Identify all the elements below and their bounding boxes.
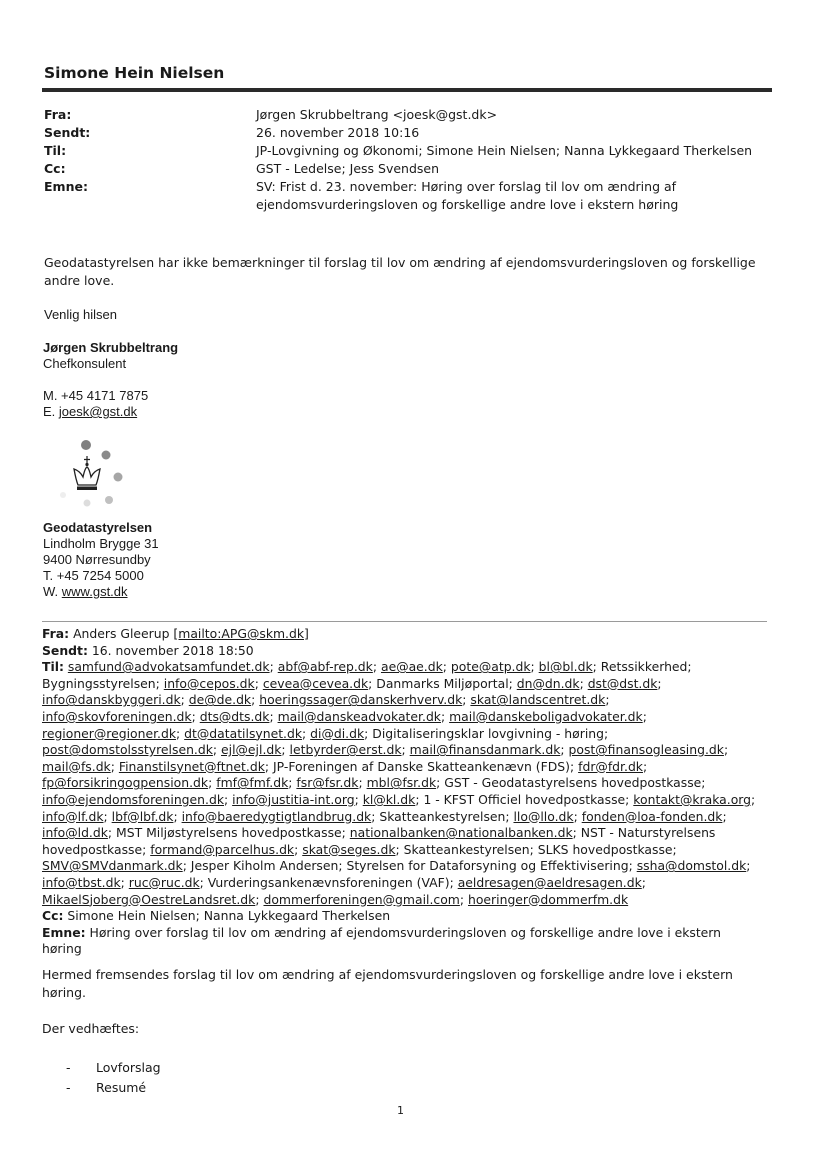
recipient-text: ;	[251, 692, 260, 708]
recipient-email-link[interactable]: fdr@fdr.dk	[578, 758, 643, 774]
recipient-email-link[interactable]: MikaelSjoberg@OestreLandsret.dk	[42, 891, 256, 907]
recipient-email-link[interactable]: cevea@cevea.dk	[262, 675, 369, 691]
forward-to-row	[42, 659, 764, 908]
recipient-email-link[interactable]: kl@kl.dk	[362, 791, 416, 807]
recipient-text: ;	[191, 708, 200, 724]
recipient-text: ;	[103, 808, 112, 824]
recipient-email-link[interactable]: pote@atp.dk	[450, 659, 531, 675]
recipient-text: ;	[180, 692, 189, 708]
recipient-email-link[interactable]: mbl@fsr.dk	[366, 775, 437, 791]
recipient-text: ;	[642, 708, 647, 724]
recipient-text: ; MST Miljøstyrelsens hovedpostkasse;	[107, 825, 350, 841]
organization-block	[43, 520, 159, 600]
org-name: Geodatastyrelsen	[43, 520, 153, 535]
forward-recipient-list	[42, 659, 755, 906]
forward-sent-row	[42, 643, 764, 660]
recipient-email-link[interactable]: regioner@regioner.dk	[42, 725, 177, 741]
recipient-email-link[interactable]: info@ld.dk	[42, 825, 108, 841]
forward-subject-value: Høring over forslag til lov om ændring af ejendomsvurderingsloven og forskellige andre love i ekstern høring	[42, 924, 722, 957]
recipient-text: ; GST - Geodatastyrelsens hovedpostkasse;	[436, 775, 706, 791]
recipient-text: ;	[281, 742, 290, 758]
recipient-text: ;	[579, 675, 588, 691]
recipient-email-link[interactable]: samfund@advokatsamfundet.dk	[67, 659, 270, 675]
recipient-email-link[interactable]: skat@seges.dk	[302, 841, 396, 857]
recipient-text: ;	[173, 808, 182, 824]
recipient-email-link[interactable]: info@danskbyggeri.dk	[42, 692, 181, 708]
subject-value	[256, 178, 776, 214]
forwarded-body: Hermed fremsendes forslag til lov om ændring af ejendomsvurderingsloven og forskellige andre love i ekstern høring.	[42, 967, 733, 1000]
recipient-email-link[interactable]: hoeringssager@danskerhverv.dk	[259, 692, 463, 708]
recipient-email-link[interactable]: fmf@fmf.dk	[216, 775, 289, 791]
recipient-text: ; Retssikkerhed; Bygningsstyrelsen;	[42, 659, 692, 691]
cc-value: GST - Ledelse; Jess Svendsen	[256, 161, 440, 176]
recipient-email-link[interactable]: skat@landscentret.dk	[470, 692, 606, 708]
sent-label: Sendt:	[44, 125, 91, 140]
org-web-line	[43, 584, 159, 600]
signature-name: Jørgen Skrubbeltrang	[43, 340, 179, 355]
recipient-text: ;	[440, 708, 450, 724]
recipient-email-link[interactable]: ae@ae.dk	[380, 659, 443, 675]
recipient-text: ;	[212, 742, 222, 758]
mailbox-owner-name: Simone Hein Nielsen	[44, 64, 225, 82]
recipient-text: ;	[442, 659, 451, 675]
recipient-email-link[interactable]: aeldresagen@aeldresagen.dk	[457, 874, 642, 890]
recipient-text: ; NST - Naturstyrelsens hovedpostkasse;	[42, 825, 716, 857]
recipient-text: ; Vurderingsankenævnsforeningen (VAF);	[199, 874, 458, 890]
recipient-email-link[interactable]: lbf@lbf.dk	[111, 808, 174, 824]
recipient-email-link[interactable]: post@domstolsstyrelsen.dk	[42, 742, 213, 758]
org-city: 9400 Nørresundby	[43, 552, 151, 567]
recipient-text: ;	[641, 874, 646, 890]
recipient-email-link[interactable]: info@skovforeningen.dk	[42, 708, 192, 724]
recipient-text: ;	[254, 675, 263, 691]
recipient-email-link[interactable]: hoeringer@dommerfm.dk	[468, 891, 629, 907]
recipient-text: ;	[288, 775, 297, 791]
forward-sent-value: 16. november 2018 18:50	[91, 642, 254, 658]
list-item	[66, 1058, 161, 1078]
signature-email-link[interactable]: joesk@gst.dk	[58, 404, 138, 419]
org-web-link[interactable]: www.gst.dk	[61, 584, 128, 599]
signature-block	[43, 340, 178, 420]
recipient-text: ;	[657, 675, 662, 691]
recipient-text: ;	[358, 775, 367, 791]
recipient-text: ; Jesper Kiholm Andersen; Styrelsen for Dataforsyning og Effektivisering;	[182, 858, 637, 874]
recipient-text: ;	[560, 742, 569, 758]
web-prefix: W.	[43, 584, 62, 599]
forward-cc-value: Simone Hein Nielsen; Nanna Lykkegaard Therkelsen	[67, 908, 391, 924]
from-value: Jørgen Skrubbeltrang <joesk@gst.dk>	[256, 107, 498, 122]
recipient-text: ;	[401, 742, 410, 758]
subject-line-1: SV: Frist d. 23. november: Høring over forslag til lov om ændring af	[256, 179, 677, 194]
signature-phone: M. +45 4171 7875	[43, 388, 149, 403]
crown-logo-icon	[56, 436, 136, 512]
recipient-text: ;	[459, 891, 468, 907]
forward-cc-label: Cc:	[42, 908, 64, 924]
forward-subject-row	[42, 925, 764, 958]
recipient-text: ;	[269, 659, 278, 675]
recipient-email-link[interactable]: dts@dts.dk	[199, 708, 270, 724]
forward-cc-row	[42, 908, 764, 925]
email-prefix: E.	[43, 404, 59, 419]
recipient-text: ;	[530, 659, 539, 675]
recipient-email-link[interactable]: info@baeredygtigtlandbrug.dk	[181, 808, 372, 824]
cc-label: Cc:	[44, 161, 66, 176]
forward-from-label: Fra:	[42, 626, 70, 641]
recipient-text: ;	[208, 775, 217, 791]
recipient-text: ;	[605, 692, 610, 708]
recipient-text: ;	[372, 659, 381, 675]
recipient-email-link[interactable]: mail@danskeboligadvokater.dk	[449, 708, 643, 724]
recipient-text: ; Skatteankestyrelsen;	[371, 808, 514, 824]
forward-sent-label: Sendt:	[42, 642, 88, 658]
recipient-email-link[interactable]: ruc@ruc.dk	[128, 874, 200, 890]
recipient-text: ;	[642, 758, 648, 774]
recipient-text: ;	[746, 858, 751, 874]
recipient-email-link[interactable]: info@tbst.dk	[42, 874, 121, 890]
page-number: 1	[397, 1104, 404, 1117]
to-value: JP-Lovgivning og Økonomi; Simone Hein Nielsen; Nanna Lykkegaard Therkelsen	[256, 143, 753, 158]
subject-label: Emne:	[44, 179, 88, 194]
recipient-text: ;	[120, 874, 129, 890]
recipient-email-link[interactable]: fonden@loa-fonden.dk	[581, 808, 723, 824]
recipient-email-link[interactable]: info@ejendomsforeningen.dk	[42, 791, 224, 807]
recipient-email-link[interactable]: mail@fs.dk	[42, 758, 111, 774]
forward-subject-label: Emne:	[42, 924, 86, 940]
recipient-email-link[interactable]: post@finansogleasing.dk	[568, 742, 724, 758]
signature-email-line	[43, 404, 178, 420]
recipient-email-link[interactable]: mail@finansdanmark.dk	[409, 742, 561, 758]
recipient-text: ;	[723, 742, 729, 758]
recipient-email-link[interactable]: ssha@domstol.dk	[636, 858, 747, 874]
recipient-email-link[interactable]: info@cepos.dk	[163, 675, 255, 691]
attachment-list	[66, 1058, 161, 1098]
to-label: Til:	[44, 143, 67, 158]
recipient-text: ;	[294, 841, 303, 857]
recipient-text: ; 1 - KFST Officiel hovedpostkasse;	[415, 791, 634, 807]
from-label: Fra:	[44, 107, 72, 122]
recipient-text: ;	[573, 808, 582, 824]
recipient-email-link[interactable]: llo@llo.dk	[513, 808, 574, 824]
recipient-text: ;	[224, 791, 233, 807]
recipient-email-link[interactable]: info@lf.dk	[42, 808, 104, 824]
recipient-email-link[interactable]: SMV@SMVdanmark.dk	[42, 858, 183, 874]
attachment-name: Resumé	[96, 1080, 147, 1095]
list-item	[66, 1078, 161, 1098]
forward-to-label: Til:	[42, 659, 64, 675]
recipient-email-link[interactable]: Finanstilsynet@ftnet.dk	[118, 758, 265, 774]
recipient-text: ; Skatteankestyrelsen; SLKS hovedpostkasse;	[395, 841, 677, 857]
recipient-email-link[interactable]: mail@danskeadvokater.dk	[277, 708, 441, 724]
recipient-email-link[interactable]: dt@datatilsynet.dk	[184, 725, 303, 741]
recipient-email-link[interactable]: nationalbanken@nationalbanken.dk	[349, 825, 573, 841]
recipient-text: ;	[176, 725, 185, 741]
recipient-email-link[interactable]: bl@bl.dk	[538, 659, 593, 675]
attachments-label: Der vedhæftes:	[42, 1021, 140, 1036]
recipient-email-link[interactable]: fp@forsikringogpension.dk	[42, 775, 209, 791]
recipient-text: ;	[302, 725, 311, 741]
attachment-name: Lovforslag	[96, 1060, 161, 1075]
recipient-email-link[interactable]: fsr@fsr.dk	[296, 775, 359, 791]
recipient-email-link[interactable]: letbyrder@erst.dk	[289, 742, 402, 758]
subject-line-2: ejendomsvurderingsloven og forskellige andre love i ekstern høring	[256, 197, 679, 212]
forwarded-header	[42, 626, 764, 958]
recipient-text: ;	[255, 891, 264, 907]
recipient-text: ; Digitaliseringsklar lovgivning - høring;	[364, 725, 609, 741]
org-street: Lindholm Brygge 31	[43, 536, 159, 551]
forward-from-row	[42, 626, 764, 643]
forward-separator	[42, 621, 767, 622]
bullet-dash: -	[66, 1080, 71, 1095]
recipient-email-link[interactable]: abf@abf-rep.dk	[277, 659, 373, 675]
recipient-text: ;	[462, 692, 471, 708]
recipient-email-link[interactable]: info@justitia-int.org	[232, 791, 355, 807]
signature-title: Chefkonsulent	[43, 356, 127, 371]
recipient-email-link[interactable]: kontakt@kraka.org	[633, 791, 752, 807]
recipient-text: ;	[354, 791, 363, 807]
recipient-email-link[interactable]: dn@dn.dk	[516, 675, 580, 691]
recipient-text: ;	[110, 758, 119, 774]
recipient-email-link[interactable]: ejl@ejl.dk	[221, 742, 282, 758]
recipient-email-link[interactable]: formand@parcelhus.dk	[150, 841, 295, 857]
recipient-text: ; Danmarks Miljøportal;	[368, 675, 517, 691]
recipient-text: ;	[751, 791, 756, 807]
recipient-email-link[interactable]: dommerforeningen@gmail.com	[263, 891, 460, 907]
recipient-email-link[interactable]: dst@dst.dk	[587, 675, 658, 691]
forward-from-value: Anders Gleerup	[73, 626, 174, 641]
reply-body: Geodatastyrelsen har ikke bemærkninger til forslag til lov om ændring af ejendomsvurderingsloven og forskellige andre love.	[44, 255, 756, 288]
bullet-dash: -	[66, 1060, 71, 1075]
closing-greeting: Venlig hilsen	[44, 307, 117, 322]
forward-from-mailto-link[interactable]: [mailto:APG@skm.dk]	[173, 626, 309, 641]
recipient-email-link[interactable]: di@di.dk	[310, 725, 365, 741]
org-phone: T. +45 7254 5000	[43, 568, 144, 583]
recipient-email-link[interactable]: de@de.dk	[188, 692, 252, 708]
recipient-text: ;	[269, 708, 278, 724]
recipient-text: ;	[722, 808, 727, 824]
sent-value: 26. november 2018 10:16	[256, 125, 420, 140]
recipient-text: ; JP-Foreningen af Danske Skatteankenævn (FDS);	[264, 758, 579, 774]
header-rule	[42, 88, 772, 92]
